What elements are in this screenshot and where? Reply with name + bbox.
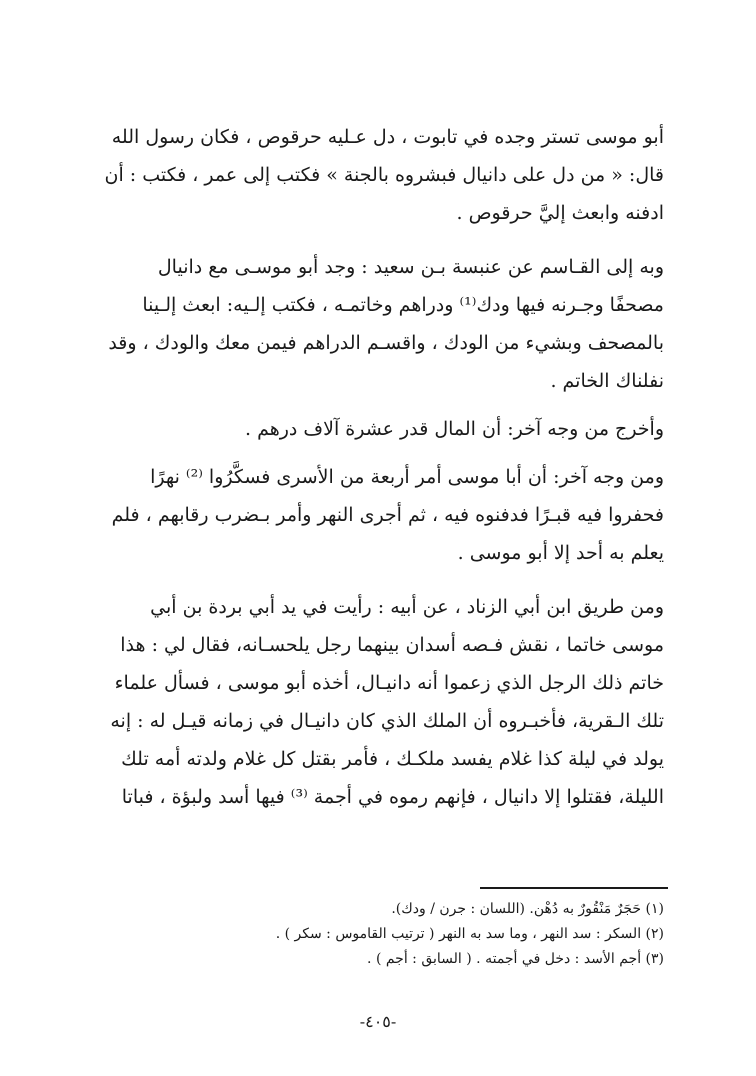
main-text	[92, 118, 664, 816]
text-line: ومن طريق ابن أبي الزناد ، عن أبيه : رأيت في يد أبي بردة بن أبي	[150, 596, 664, 618]
text-line: نفلناك الخاتم .	[550, 370, 664, 392]
paragraph-2	[92, 248, 664, 400]
paragraph-3	[92, 410, 664, 448]
footnotes	[92, 897, 664, 972]
paragraph-1	[92, 118, 664, 232]
footnote-3: (٣) أجم الأسد : دخل في أجمته . ( السابق : أجم ) .	[367, 951, 664, 967]
paragraph-5	[92, 588, 664, 816]
text-line: موسى خاتما ، نقش فـصه أسدان بينهما رجل يلحسـانه، فقال لي : هذا	[120, 634, 664, 656]
text-line: الليلة، فقتلوا إلا دانيال ، فإنهم رموه في أجمة ⁽³⁾ فيها أسد ولبؤة ، فباتا	[121, 786, 664, 808]
footnote-1: (١) حَجَرٌ مَنْقُورٌ به دُهْن. (اللسان : جرن / ودك).	[391, 901, 664, 917]
footnote-2: (٢) السكر : سد النهر ، وما سد به النهر ( ترتيب القاموس : سكر ) .	[275, 926, 664, 942]
footnote-divider	[480, 887, 668, 889]
page-number: -٤٠٥-	[359, 1012, 397, 1031]
text-line: تلك الـقرية، فأخبـروه أن الملك الذي كان دانيـال في زمانه قيـل له : إنه	[110, 710, 664, 732]
paragraph-4	[92, 458, 664, 572]
text-line: ومن وجه آخر: أن أبا موسى أمر أربعة من الأسرى فسكَّرُوا ⁽²⁾ نهرًا	[150, 466, 664, 488]
text-line: ادفنه وابعث إليَّ حرقوص .	[456, 202, 664, 224]
text-line: وأخرج من وجه آخر: أن المال قدر عشرة آلاف درهم .	[245, 418, 664, 440]
text-line: خاتم ذلك الرجل الذي زعموا أنه دانيـال، أخذه أبو موسى ، فسأل علماء	[114, 672, 664, 694]
text-line: يعلم به أحد إلا أبو موسى .	[457, 542, 664, 564]
text-line: وبه إلى القـاسم عن عنبسة بـن سعيد : وجد أبو موسـى مع دانيال	[157, 256, 664, 278]
text-line: أبو موسى تستر وجده في تابوت ، دل عـليه حرقوص ، فكان رسول الله	[111, 126, 664, 148]
text-line: بالمصحف وبشيء من الودك ، واقسـم الدراهم فيمن معك والودك ، وقد	[108, 332, 664, 354]
text-line: فحفروا فيه قبـرًا فدفنوه فيه ، ثم أجرى النهر وأمر بـضرب رقابهم ، فلم	[111, 504, 664, 526]
text-line: يولد في ليلة كذا غلام يفسد ملكـك ، فأمر بقتل كل غلام ولدته أمه تلك	[121, 748, 664, 770]
text-line: مصحفًا وجـرنه فيها ودك⁽¹⁾ ودراهم وخاتمـه ، فكتب إلـيه: ابعث إلـينا	[142, 294, 664, 316]
text-line: قال: « من دل على دانيال فبشروه بالجنة » فكتب إلى عمر ، فكتب : أن	[104, 164, 664, 186]
